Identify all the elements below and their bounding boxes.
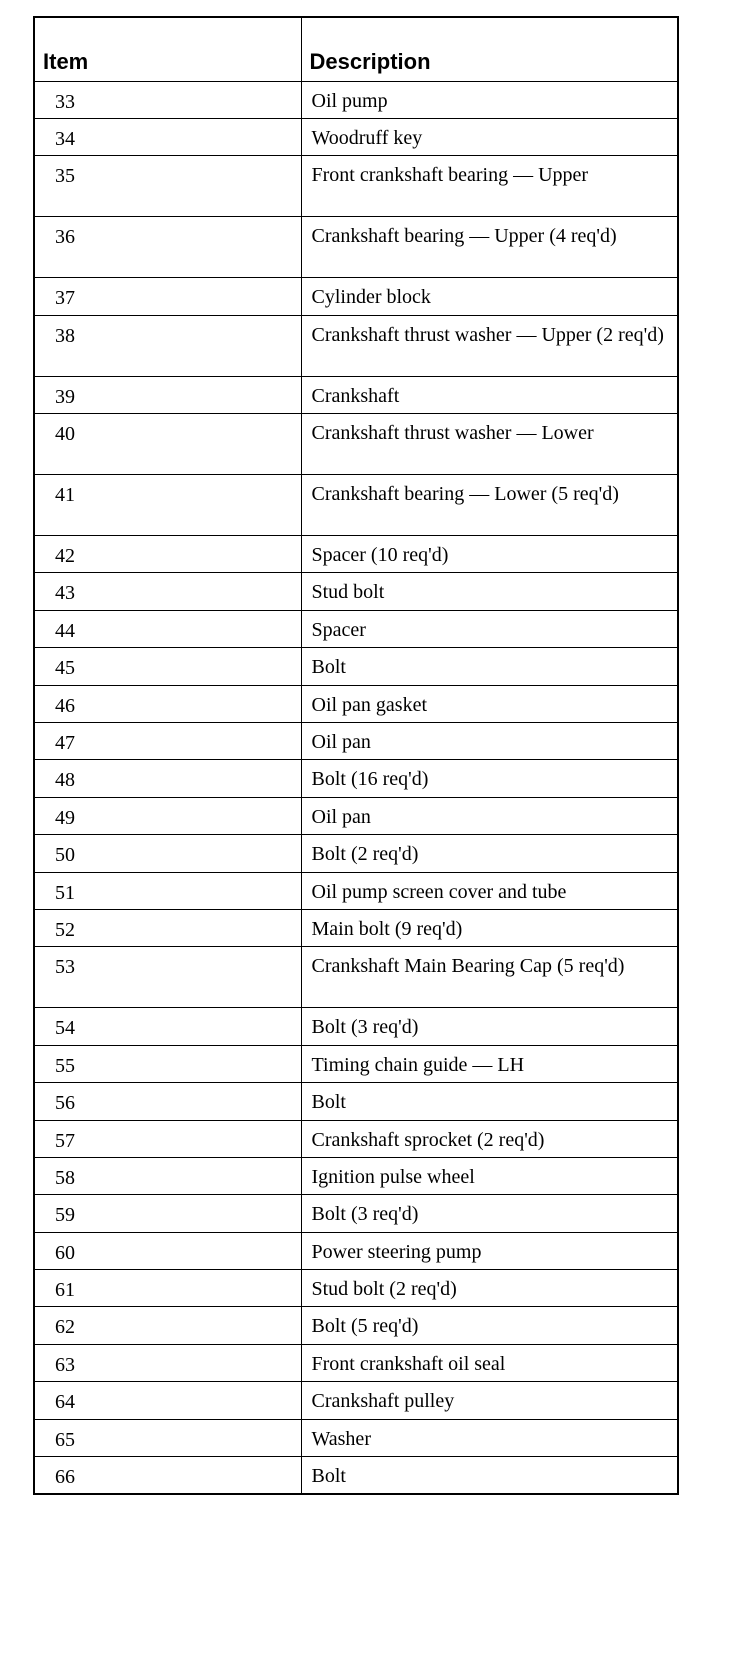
item-number: 36 bbox=[34, 217, 301, 278]
item-number: 50 bbox=[34, 835, 301, 872]
table-row bbox=[34, 947, 678, 1008]
item-description: Crankshaft Main Bearing Cap (5 req'd) bbox=[301, 947, 678, 1008]
item-description: Oil pump bbox=[301, 81, 678, 118]
item-description: Bolt bbox=[301, 1457, 678, 1494]
item-description: Spacer (10 req'd) bbox=[301, 536, 678, 573]
table-row bbox=[34, 1457, 678, 1494]
table-row bbox=[34, 610, 678, 647]
item-number: 41 bbox=[34, 475, 301, 536]
item-number: 54 bbox=[34, 1008, 301, 1045]
table-row bbox=[34, 118, 678, 155]
item-number: 63 bbox=[34, 1344, 301, 1381]
item-number: 39 bbox=[34, 376, 301, 413]
table-row bbox=[34, 1382, 678, 1419]
table-row bbox=[34, 1195, 678, 1232]
item-number: 53 bbox=[34, 947, 301, 1008]
table-header-row bbox=[34, 17, 678, 81]
table-row bbox=[34, 1120, 678, 1157]
item-description: Bolt bbox=[301, 1083, 678, 1120]
item-description: Oil pan bbox=[301, 797, 678, 834]
item-description: Front crankshaft bearing — Upper bbox=[301, 156, 678, 217]
item-description: Stud bolt bbox=[301, 573, 678, 610]
item-number: 52 bbox=[34, 909, 301, 946]
table-body bbox=[34, 81, 678, 1494]
item-description: Timing chain guide — LH bbox=[301, 1045, 678, 1082]
item-number: 47 bbox=[34, 723, 301, 760]
table-row bbox=[34, 835, 678, 872]
item-description: Crankshaft thrust washer — Upper (2 req'd) bbox=[301, 315, 678, 376]
item-description: Ignition pulse wheel bbox=[301, 1157, 678, 1194]
table-row bbox=[34, 872, 678, 909]
table-row bbox=[34, 723, 678, 760]
item-number: 66 bbox=[34, 1457, 301, 1494]
table-row bbox=[34, 1419, 678, 1456]
item-description: Bolt bbox=[301, 648, 678, 685]
table-row bbox=[34, 909, 678, 946]
item-number: 55 bbox=[34, 1045, 301, 1082]
item-description: Front crankshaft oil seal bbox=[301, 1344, 678, 1381]
table-row bbox=[34, 315, 678, 376]
table-row bbox=[34, 1232, 678, 1269]
item-description: Bolt (3 req'd) bbox=[301, 1195, 678, 1232]
item-number: 46 bbox=[34, 685, 301, 722]
table-row bbox=[34, 376, 678, 413]
item-number: 37 bbox=[34, 278, 301, 315]
item-description: Stud bolt (2 req'd) bbox=[301, 1270, 678, 1307]
table-row bbox=[34, 278, 678, 315]
item-number: 33 bbox=[34, 81, 301, 118]
item-description: Bolt (2 req'd) bbox=[301, 835, 678, 872]
item-number: 61 bbox=[34, 1270, 301, 1307]
table-row bbox=[34, 797, 678, 834]
item-number: 34 bbox=[34, 118, 301, 155]
table-row bbox=[34, 414, 678, 475]
table-row bbox=[34, 217, 678, 278]
table-row bbox=[34, 760, 678, 797]
item-number: 42 bbox=[34, 536, 301, 573]
item-description: Crankshaft thrust washer — Lower bbox=[301, 414, 678, 475]
column-header-item: Item bbox=[34, 17, 301, 81]
table-row bbox=[34, 536, 678, 573]
item-number: 62 bbox=[34, 1307, 301, 1344]
table-row bbox=[34, 1157, 678, 1194]
item-description: Crankshaft pulley bbox=[301, 1382, 678, 1419]
parts-table bbox=[33, 16, 679, 1495]
item-description: Oil pump screen cover and tube bbox=[301, 872, 678, 909]
item-description: Oil pan bbox=[301, 723, 678, 760]
item-description: Spacer bbox=[301, 610, 678, 647]
item-number: 57 bbox=[34, 1120, 301, 1157]
item-number: 40 bbox=[34, 414, 301, 475]
table-row bbox=[34, 156, 678, 217]
item-description: Main bolt (9 req'd) bbox=[301, 909, 678, 946]
item-number: 51 bbox=[34, 872, 301, 909]
table-row bbox=[34, 685, 678, 722]
item-description: Bolt (16 req'd) bbox=[301, 760, 678, 797]
item-description: Crankshaft bearing — Upper (4 req'd) bbox=[301, 217, 678, 278]
item-description: Woodruff key bbox=[301, 118, 678, 155]
item-description: Bolt (5 req'd) bbox=[301, 1307, 678, 1344]
item-number: 59 bbox=[34, 1195, 301, 1232]
item-number: 48 bbox=[34, 760, 301, 797]
item-description: Crankshaft bearing — Lower (5 req'd) bbox=[301, 475, 678, 536]
item-description: Crankshaft bbox=[301, 376, 678, 413]
item-description: Power steering pump bbox=[301, 1232, 678, 1269]
item-number: 65 bbox=[34, 1419, 301, 1456]
table-row bbox=[34, 1008, 678, 1045]
item-description: Oil pan gasket bbox=[301, 685, 678, 722]
item-number: 64 bbox=[34, 1382, 301, 1419]
table-row bbox=[34, 1045, 678, 1082]
table-row bbox=[34, 573, 678, 610]
table-row bbox=[34, 648, 678, 685]
item-number: 60 bbox=[34, 1232, 301, 1269]
item-description: Washer bbox=[301, 1419, 678, 1456]
item-description: Bolt (3 req'd) bbox=[301, 1008, 678, 1045]
table-row bbox=[34, 1307, 678, 1344]
item-description: Crankshaft sprocket (2 req'd) bbox=[301, 1120, 678, 1157]
item-number: 38 bbox=[34, 315, 301, 376]
table-row bbox=[34, 1270, 678, 1307]
item-description: Cylinder block bbox=[301, 278, 678, 315]
item-number: 35 bbox=[34, 156, 301, 217]
column-header-description: Description bbox=[301, 17, 678, 81]
item-number: 58 bbox=[34, 1157, 301, 1194]
table-row bbox=[34, 1083, 678, 1120]
item-number: 49 bbox=[34, 797, 301, 834]
table-row bbox=[34, 81, 678, 118]
item-number: 56 bbox=[34, 1083, 301, 1120]
item-number: 43 bbox=[34, 573, 301, 610]
item-number: 44 bbox=[34, 610, 301, 647]
table-row bbox=[34, 1344, 678, 1381]
table-row bbox=[34, 475, 678, 536]
item-number: 45 bbox=[34, 648, 301, 685]
